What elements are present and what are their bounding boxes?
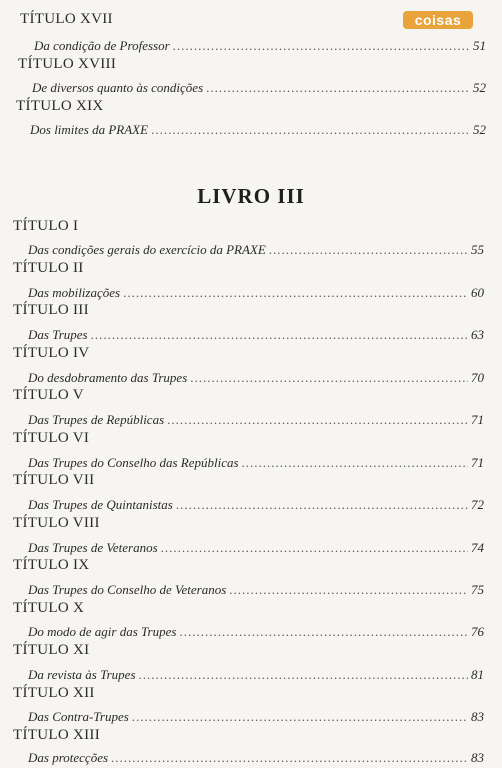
toc-entry xyxy=(28,624,484,640)
toc-entry-text: Das Trupes do Conselho de Veteranos xyxy=(28,582,227,597)
toc-heading: TÍTULO III xyxy=(13,302,89,318)
leader-dots xyxy=(242,455,468,471)
toc-entry-text: De diversos quanto às condições xyxy=(32,80,204,95)
leader-dots xyxy=(132,709,468,725)
toc-page-number: 74 xyxy=(471,540,484,555)
leader-dots xyxy=(190,370,468,386)
toc-heading: TÍTULO I xyxy=(13,218,79,234)
toc-page-number: 70 xyxy=(471,370,484,385)
toc-heading: TÍTULO XVII xyxy=(20,11,113,27)
toc-entry xyxy=(28,242,484,258)
toc-page-number: 83 xyxy=(471,709,484,724)
toc-entry-text: Da revista às Trupes xyxy=(28,667,136,682)
leader-dots xyxy=(161,540,468,556)
toc-page-number: 63 xyxy=(471,327,484,342)
toc-page-number: 51 xyxy=(473,38,486,53)
leader-dots xyxy=(173,38,470,54)
toc-heading: TÍTULO XVIII xyxy=(18,56,117,72)
toc-heading: TÍTULO XIII xyxy=(13,727,101,743)
toc-page-number: 75 xyxy=(471,582,484,597)
toc-page-number: 71 xyxy=(471,412,484,427)
leader-dots xyxy=(123,285,468,301)
leader-dots xyxy=(179,624,468,640)
toc-page-number: 55 xyxy=(471,242,484,257)
toc-entry-text: Do modo de agir das Trupes xyxy=(28,624,177,639)
leader-dots xyxy=(269,242,468,258)
toc-heading: TÍTULO XIX xyxy=(16,98,104,114)
toc-entry-text: Das Trupes do Conselho das Repúblicas xyxy=(28,455,239,470)
toc-page-number: 76 xyxy=(471,624,484,639)
toc-entry-text: Do desdobramento das Trupes xyxy=(28,370,188,385)
toc-entry-text: Das condições gerais do exercício da PRAXE xyxy=(28,242,266,257)
toc-entry xyxy=(28,285,484,301)
toc-entry xyxy=(28,497,484,513)
toc-entry xyxy=(34,38,486,54)
toc-page-number: 60 xyxy=(471,285,484,300)
toc-heading: TÍTULO X xyxy=(13,600,85,616)
toc-page-number: 71 xyxy=(471,455,484,470)
leader-dots xyxy=(176,497,468,513)
toc-entry-text: Dos limites da PRAXE xyxy=(30,122,149,137)
leader-dots xyxy=(229,582,468,598)
leader-dots xyxy=(167,412,468,428)
toc-entry-text: Das Trupes xyxy=(28,327,88,342)
toc-entry xyxy=(28,412,484,428)
toc-entry-text: Das Contra-Trupes xyxy=(28,709,129,724)
toc-entry-text: Da condição de Professor xyxy=(34,38,170,53)
book-title: LIVRO III xyxy=(197,184,305,208)
toc-entry xyxy=(28,327,484,343)
toc-heading: TÍTULO XII xyxy=(13,685,95,701)
toc-entry xyxy=(30,122,486,138)
toc-heading: TÍTULO VIII xyxy=(13,515,100,531)
toc-entry xyxy=(28,370,484,386)
toc-heading: TÍTULO V xyxy=(13,387,84,403)
coisas-logo-badge: coisas xyxy=(403,11,473,29)
toc-entry xyxy=(32,80,486,96)
leader-dots xyxy=(111,750,468,766)
toc-entry-text: Das Trupes de Quintanistas xyxy=(28,497,173,512)
toc-entry xyxy=(28,667,484,683)
toc-heading: TÍTULO IX xyxy=(13,557,90,573)
toc-entry xyxy=(28,750,484,766)
toc-entry-text: Das Trupes de Repúblicas xyxy=(28,412,165,427)
toc-heading: TÍTULO II xyxy=(13,260,84,276)
toc-entry xyxy=(28,540,484,556)
leader-dots xyxy=(151,122,470,138)
leader-dots xyxy=(91,327,468,343)
toc-page-number: 81 xyxy=(471,667,484,682)
toc-page-number: 52 xyxy=(473,122,486,137)
toc-page-number: 83 xyxy=(471,750,484,765)
toc-heading: TÍTULO XI xyxy=(13,642,90,658)
toc-entry-text: Das Trupes de Veteranos xyxy=(28,540,158,555)
toc-heading: TÍTULO IV xyxy=(13,345,90,361)
toc-page-number: 72 xyxy=(471,497,484,512)
leader-dots xyxy=(206,80,470,96)
toc-entry-text: Das mobilizações xyxy=(28,285,121,300)
toc-heading: TÍTULO VI xyxy=(13,430,90,446)
toc-entry-text: Das protecções xyxy=(28,750,109,765)
leader-dots xyxy=(139,667,469,683)
toc-entry xyxy=(28,455,484,471)
toc-page-number: 52 xyxy=(473,80,486,95)
toc-entry xyxy=(28,582,484,598)
toc-entry xyxy=(28,709,484,725)
toc-heading: TÍTULO VII xyxy=(13,472,95,488)
